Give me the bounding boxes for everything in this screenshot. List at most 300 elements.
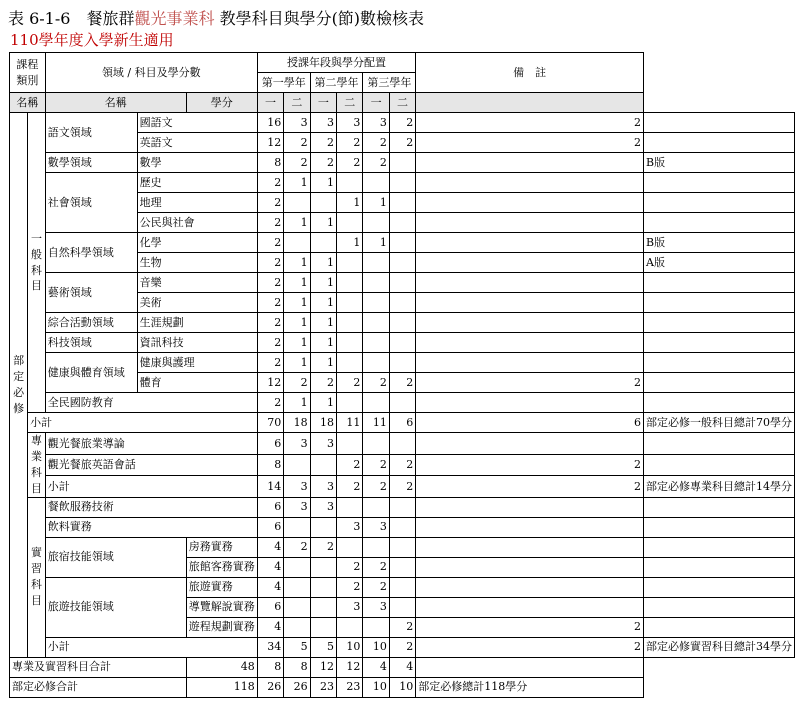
semester-credit-cell: 2 (310, 153, 336, 173)
semester-credit-cell: 3 (363, 597, 389, 617)
subject-name: 資訊科技 (137, 333, 257, 353)
semester-credit-cell: 1 (363, 193, 389, 213)
semester-credit-cell (310, 517, 336, 537)
subject-name: 餐飲服務技術 (45, 497, 257, 517)
domain-name: 自然科學領域 (45, 233, 137, 273)
semester-credit-cell (416, 153, 644, 173)
semester-credit-cell: 2 (284, 153, 310, 173)
semester-credit-cell: 2 (363, 454, 389, 476)
subject-name: 生物 (137, 253, 257, 273)
semester-credit-cell (363, 497, 389, 517)
semester-credit-cell (416, 233, 644, 253)
credits-cell: 2 (257, 193, 283, 213)
table-row (10, 153, 795, 173)
remarks-cell (644, 454, 795, 476)
semester-credit-cell (389, 497, 415, 517)
subject-name: 數學 (137, 153, 257, 173)
table-subtitle: 110學年度入學新生適用 (10, 31, 174, 49)
credits-cell: 4 (257, 557, 283, 577)
credits-cell: 2 (257, 253, 283, 273)
semester-credit-cell (310, 454, 336, 476)
semester-credit-cell (389, 253, 415, 273)
semester-credit-cell: 1 (284, 173, 310, 193)
remarks-cell: B版 (644, 153, 795, 173)
semester-credit-cell: 2 (337, 373, 363, 393)
semester-credit-cell (363, 537, 389, 557)
semester-credit-cell (337, 293, 363, 313)
department-name: 觀光事業科 (134, 9, 215, 28)
semester-credit-cell (310, 193, 336, 213)
semester-credit-cell (389, 577, 415, 597)
subject-name: 觀光餐旅英語會話 (45, 454, 257, 476)
semester-credit-cell: 2 (310, 537, 336, 557)
semester-credit-cell: 10 (363, 637, 389, 657)
semester-credit-cell: 2 (389, 617, 415, 637)
semester-credit-cell (416, 313, 644, 333)
credits-cell: 6 (257, 497, 283, 517)
table-row (10, 113, 795, 133)
semester-credit-cell (416, 557, 644, 577)
semester-credit-cell (337, 253, 363, 273)
semester-credit-cell: 3 (284, 476, 310, 498)
semester-credit-cell (310, 617, 336, 637)
semester-credit-cell: 3 (284, 113, 310, 133)
semester-credit-cell: 11 (337, 413, 363, 433)
remarks-cell: A版 (644, 253, 795, 273)
semester-credit-cell (337, 617, 363, 637)
semester-credit-cell: 3 (284, 497, 310, 517)
semester-credit-cell (337, 313, 363, 333)
domain-name: 綜合活動領域 (45, 313, 137, 333)
semester-credit-cell: 1 (284, 393, 310, 413)
semester-credit-cell: 11 (363, 413, 389, 433)
semester-credit-cell: 2 (363, 133, 389, 153)
year3-header: 第三學年 (363, 73, 416, 93)
semester-credit-cell: 12 (337, 657, 363, 677)
table-row (10, 476, 795, 498)
table-row (10, 657, 795, 677)
remarks-cell (644, 213, 795, 233)
semester-credit-cell (389, 517, 415, 537)
semester-credit-cell (337, 173, 363, 193)
semester-credit-cell: 3 (337, 517, 363, 537)
semester-credit-cell (363, 313, 389, 333)
semester-credit-cell: 2 (416, 133, 644, 153)
semester-credit-cell (363, 273, 389, 293)
semester-credit-cell: 3 (363, 113, 389, 133)
credits-cell: 12 (257, 373, 283, 393)
semester-credit-cell (363, 173, 389, 193)
semester-credit-cell: 2 (310, 373, 336, 393)
remarks-cell (644, 173, 795, 193)
semester-credit-cell: 2 (284, 373, 310, 393)
semester-credit-cell: 1 (284, 313, 310, 333)
semester-credit-cell: 2 (337, 557, 363, 577)
semester-credit-cell: 3 (310, 113, 336, 133)
subject-name: 化學 (137, 233, 257, 253)
semester-credit-cell: 1 (284, 293, 310, 313)
remarks-cell (416, 657, 644, 677)
remarks-cell (644, 517, 795, 537)
semester-credit-cell: 1 (284, 213, 310, 233)
semester-credit-cell: 2 (416, 373, 644, 393)
semester-credit-cell: 2 (337, 476, 363, 498)
domain-name: 數學領域 (45, 153, 137, 173)
credits-cell: 2 (257, 353, 283, 373)
semester-credit-cell: 1 (310, 313, 336, 333)
subject-name: 遊程規劃實務 (186, 617, 257, 637)
remarks-cell (644, 193, 795, 213)
semester-credit-cell: 1 (310, 333, 336, 353)
table-row (10, 497, 795, 517)
semester-credit-cell: 2 (416, 637, 644, 657)
semester-credit-cell (284, 454, 310, 476)
semester-credit-cell (337, 333, 363, 353)
semester-credit-cell: 2 (389, 113, 415, 133)
subject-name: 歷史 (137, 173, 257, 193)
semester-credit-cell: 3 (337, 597, 363, 617)
remarks-cell (644, 353, 795, 373)
semester-credit-cell: 4 (389, 657, 415, 677)
semester-credit-cell: 3 (363, 517, 389, 537)
remarks-header: 備 註 (416, 53, 644, 93)
table-row (10, 413, 795, 433)
subject-name: 音樂 (137, 273, 257, 293)
remarks-cell (644, 497, 795, 517)
table-row (10, 353, 795, 373)
semester-credit-cell (389, 173, 415, 193)
semester-credit-cell: 1 (310, 213, 336, 233)
semester-credit-cell (363, 433, 389, 455)
domain-name: 社會領域 (45, 173, 137, 233)
subject-name: 房務實務 (186, 537, 257, 557)
required-category: 部 定 必 修 (10, 113, 28, 658)
practical-subjects-category: 實 習 科 目 (28, 497, 46, 657)
semester-credit-cell: 2 (337, 577, 363, 597)
semester-credit-cell: 2 (416, 476, 644, 498)
domain-name: 藝術領域 (45, 273, 137, 313)
remarks-cell (644, 273, 795, 293)
subject-name: 地理 (137, 193, 257, 213)
subject-name: 美術 (137, 293, 257, 313)
semester-credit-cell: 2 (363, 557, 389, 577)
remarks-cell (644, 113, 795, 133)
semester-credit-cell: 2 (416, 113, 644, 133)
semester-credit-cell: 10 (337, 637, 363, 657)
semester-credit-cell: 2 (389, 133, 415, 153)
semester-credit-cell (389, 353, 415, 373)
table-row (10, 173, 795, 193)
subject-name: 飲料實務 (45, 517, 257, 537)
remarks-cell: 部定必修總計118學分 (416, 677, 644, 697)
credits-cell: 48 (186, 657, 257, 677)
semester-credit-cell: 23 (337, 677, 363, 697)
semester-credit-cell: 2 (389, 373, 415, 393)
remarks-cell (644, 557, 795, 577)
semester-credit-cell: 1 (284, 353, 310, 373)
credits-cell: 6 (257, 433, 283, 455)
semester-credit-cell (416, 333, 644, 353)
semester-credit-cell (284, 517, 310, 537)
semester-credit-cell (416, 213, 644, 233)
remarks-cell (644, 577, 795, 597)
semester-credit-cell: 1 (310, 293, 336, 313)
semester-credit-cell: 10 (389, 677, 415, 697)
semester-credit-cell (310, 577, 336, 597)
credits-cell: 12 (257, 133, 283, 153)
table-row (10, 313, 795, 333)
domain-subject-header: 領域 / 科目及學分數 (45, 53, 257, 93)
semester-credit-cell: 8 (257, 657, 283, 677)
remarks-cell (644, 537, 795, 557)
table-row (10, 273, 795, 293)
semester-credit-cell (310, 557, 336, 577)
subtotal-label: 小計 (45, 637, 257, 657)
credits-cell: 6 (257, 597, 283, 617)
semester-credit-cell (416, 537, 644, 557)
credits-cell: 8 (257, 153, 283, 173)
semester-credit-cell: 23 (310, 677, 336, 697)
semester-credit-cell (389, 333, 415, 353)
remarks-cell (644, 373, 795, 393)
credits-cell: 2 (257, 293, 283, 313)
semester-credit-cell (416, 597, 644, 617)
semester-credit-cell: 2 (337, 133, 363, 153)
semester-credit-cell: 10 (363, 677, 389, 697)
general-subjects-category: 一 般 科 目 (28, 113, 46, 413)
credits-cell: 16 (257, 113, 283, 133)
subject-name: 健康與護理 (137, 353, 257, 373)
table-row (10, 677, 795, 697)
semester-header: 二 (389, 93, 415, 113)
semester-credit-cell: 1 (284, 333, 310, 353)
semester-credit-cell (284, 617, 310, 637)
semester-credit-cell: 12 (310, 657, 336, 677)
semester-credit-cell (416, 577, 644, 597)
semester-credit-cell: 1 (310, 253, 336, 273)
semester-credit-cell: 2 (416, 454, 644, 476)
year2-header: 第二學年 (310, 73, 363, 93)
semester-credit-cell (337, 497, 363, 517)
remarks-cell (644, 597, 795, 617)
semester-credit-cell: 3 (310, 476, 336, 498)
subject-name: 小計 (45, 476, 257, 498)
credits-cell: 2 (257, 233, 283, 253)
credits-cell: 34 (257, 637, 283, 657)
credits-cell: 4 (257, 577, 283, 597)
category-header: 課程 類別 (10, 53, 46, 93)
remarks-cell: 部定必修專業科目總計14學分 (644, 476, 795, 498)
semester-header: 二 (284, 93, 310, 113)
table-row (10, 233, 795, 253)
remarks-cell (644, 433, 795, 455)
semester-credit-cell: 1 (363, 233, 389, 253)
semester-credit-cell: 1 (310, 173, 336, 193)
credits-cell: 4 (257, 617, 283, 637)
semester-credit-cell: 6 (416, 413, 644, 433)
domain-name: 語文領域 (45, 113, 137, 153)
semester-credit-cell (389, 597, 415, 617)
credits-cell: 2 (257, 273, 283, 293)
semester-credit-cell: 2 (363, 153, 389, 173)
table-row (10, 333, 795, 353)
credits-cell: 2 (257, 393, 283, 413)
semester-credit-cell: 2 (363, 373, 389, 393)
subject-name: 旅遊實務 (186, 577, 257, 597)
semester-credit-cell: 1 (284, 273, 310, 293)
semester-credit-cell: 6 (389, 413, 415, 433)
semester-credit-cell (310, 597, 336, 617)
domain-name: 全民國防教育 (45, 393, 257, 413)
semester-credit-cell (337, 273, 363, 293)
semester-credit-cell (363, 393, 389, 413)
semester-credit-cell (337, 353, 363, 373)
semester-header: 一 (310, 93, 336, 113)
remarks-cell: 部定必修實習科目總計34學分 (644, 637, 795, 657)
semester-credit-cell (416, 173, 644, 193)
semester-credit-cell (337, 393, 363, 413)
semester-credit-cell (284, 193, 310, 213)
semester-credit-cell: 2 (416, 617, 644, 637)
remarks-cell: B版 (644, 233, 795, 253)
table-row (10, 537, 795, 557)
semester-credit-cell: 8 (284, 657, 310, 677)
semester-credit-cell: 2 (337, 153, 363, 173)
table-row (10, 433, 795, 455)
semester-credit-cell (389, 213, 415, 233)
semester-credit-cell (310, 233, 336, 253)
semester-credit-cell: 1 (284, 253, 310, 273)
credits-cell: 6 (257, 517, 283, 537)
table-row (10, 393, 795, 413)
name-header: 名稱 (10, 93, 46, 113)
remarks-cell (644, 393, 795, 413)
semester-credit-cell: 18 (310, 413, 336, 433)
total-label: 部定必修合計 (10, 677, 187, 697)
semester-credit-cell (363, 293, 389, 313)
remarks-cell (644, 313, 795, 333)
semester-header: 一 (257, 93, 283, 113)
subject-name: 公民與社會 (137, 213, 257, 233)
semester-credit-cell (284, 597, 310, 617)
semester-credit-cell: 18 (284, 413, 310, 433)
remarks-cell: 部定必修一般科目總計70學分 (644, 413, 795, 433)
semester-credit-cell: 4 (363, 657, 389, 677)
remarks-cell (644, 617, 795, 637)
semester-credit-cell: 3 (310, 433, 336, 455)
subject-name: 生涯規劃 (137, 313, 257, 333)
table-row (10, 454, 795, 476)
semester-credit-cell: 26 (284, 677, 310, 697)
domain-name: 健康與體育領域 (45, 353, 137, 393)
semester-header: 二 (337, 93, 363, 113)
semester-credit-cell (416, 517, 644, 537)
credits-cell: 2 (257, 313, 283, 333)
table-title: 表 6-1-6 餐旅群觀光事業科 教學科目與學分(節)數檢核表 (8, 9, 425, 28)
semester-credit-cell: 2 (310, 133, 336, 153)
semester-credit-cell (416, 393, 644, 413)
credits-header: 學分 (186, 93, 257, 113)
semester-credit-cell (416, 193, 644, 213)
table-row (10, 637, 795, 657)
semester-header: 一 (363, 93, 389, 113)
semester-credit-cell (363, 333, 389, 353)
semester-credit-cell (416, 433, 644, 455)
semester-credit-cell (284, 557, 310, 577)
remarks-cell (644, 133, 795, 153)
semester-credit-cell (363, 617, 389, 637)
semester-credit-cell: 26 (257, 677, 283, 697)
semester-credit-cell: 1 (310, 353, 336, 373)
semester-credit-cell (389, 273, 415, 293)
credits-cell: 8 (257, 454, 283, 476)
semester-credit-cell (389, 293, 415, 313)
subject-name: 導覽解說實務 (186, 597, 257, 617)
allocation-header: 授課年段與學分配置 (257, 53, 415, 73)
semester-credit-cell: 2 (284, 133, 310, 153)
semester-credit-cell (363, 253, 389, 273)
semester-credit-cell (416, 253, 644, 273)
domain-name: 旅遊技能領域 (45, 577, 186, 637)
subject-name: 英語文 (137, 133, 257, 153)
semester-credit-cell (389, 557, 415, 577)
semester-credit-cell (416, 273, 644, 293)
remarks-cell (644, 333, 795, 353)
table-row (10, 577, 795, 597)
professional-subjects-category: 專 業 科 目 (28, 433, 46, 498)
semester-credit-cell (389, 193, 415, 213)
credits-cell: 2 (257, 173, 283, 193)
semester-credit-cell: 1 (310, 393, 336, 413)
semester-credit-cell (416, 497, 644, 517)
credits-cell: 2 (257, 333, 283, 353)
semester-credit-cell (284, 233, 310, 253)
domain-name: 科技領域 (45, 333, 137, 353)
semester-credit-cell (363, 213, 389, 233)
domain-name: 旅宿技能領域 (45, 537, 186, 577)
semester-credit-cell (389, 393, 415, 413)
credits-cell: 118 (186, 677, 257, 697)
credits-cell: 4 (257, 537, 283, 557)
semester-credit-cell (389, 233, 415, 253)
semester-credit-cell (337, 537, 363, 557)
semester-credit-cell: 2 (389, 476, 415, 498)
semester-credit-cell (363, 353, 389, 373)
semester-credit-cell: 3 (337, 113, 363, 133)
semester-credit-cell (389, 313, 415, 333)
semester-credit-cell (284, 577, 310, 597)
semester-credit-cell: 1 (337, 193, 363, 213)
subject-name: 觀光餐旅業導論 (45, 433, 257, 455)
semester-credit-cell: 3 (284, 433, 310, 455)
semester-credit-cell: 2 (363, 577, 389, 597)
semester-credit-cell: 1 (337, 233, 363, 253)
semester-credit-cell (416, 353, 644, 373)
remarks-subheader (416, 93, 644, 113)
semester-credit-cell: 5 (310, 637, 336, 657)
semester-credit-cell: 2 (284, 537, 310, 557)
total-label: 專業及實習科目合計 (10, 657, 187, 677)
semester-credit-cell: 5 (284, 637, 310, 657)
credits-cell: 70 (257, 413, 283, 433)
semester-credit-cell: 3 (310, 497, 336, 517)
semester-credit-cell: 2 (389, 454, 415, 476)
credits-cell: 14 (257, 476, 283, 498)
semester-credit-cell: 2 (337, 454, 363, 476)
semester-credit-cell (337, 213, 363, 233)
subject-name: 國語文 (137, 113, 257, 133)
semester-credit-cell: 2 (363, 476, 389, 498)
